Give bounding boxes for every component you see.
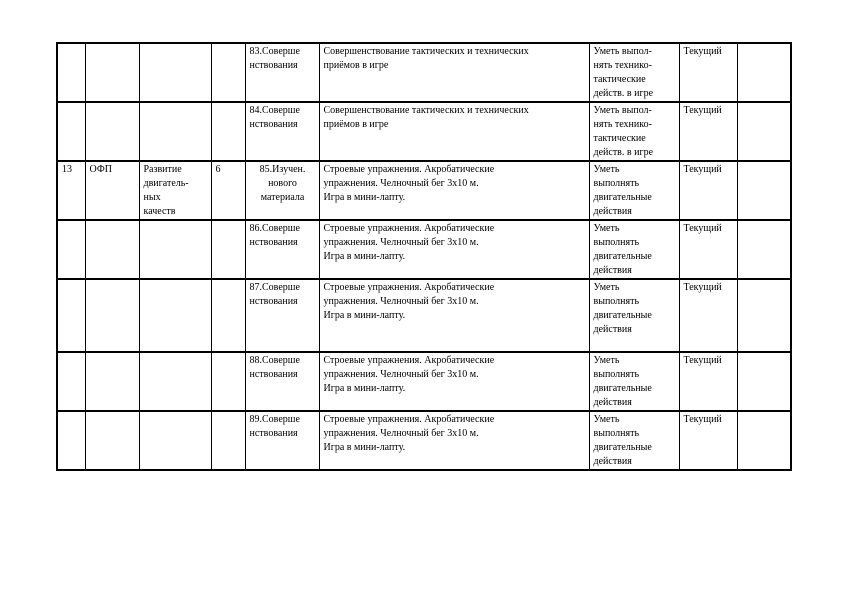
cell-lesson: 86.Соверше нствования bbox=[245, 220, 319, 279]
cell-content: Строевые упражнения. Акробатические упражнения. Челночный бег 3х10 м. Игра в мини-лапту. bbox=[319, 161, 589, 220]
cell-topic bbox=[139, 220, 211, 279]
cell-section bbox=[85, 279, 139, 352]
table-row bbox=[57, 352, 791, 411]
cell-lesson: 89.Соверше нствования bbox=[245, 411, 319, 470]
cell-hours bbox=[211, 279, 245, 352]
cell-section bbox=[85, 220, 139, 279]
cell-topic bbox=[139, 102, 211, 161]
cell-control-type: Текущий bbox=[679, 352, 737, 411]
cell-requirements: Уметь выполнять двигательные действия bbox=[589, 220, 679, 279]
cell-control-type: Текущий bbox=[679, 220, 737, 279]
cell-content: Строевые упражнения. Акробатические упражнения. Челночный бег 3х10 м. Игра в мини-лапту. bbox=[319, 411, 589, 470]
cell-content: Совершенствование тактических и технических приёмов в игре bbox=[319, 43, 589, 102]
cell-lesson: 88.Соверше нствования bbox=[245, 352, 319, 411]
table-row bbox=[57, 220, 791, 279]
cell-extra bbox=[737, 411, 791, 470]
cell-control-type: Текущий bbox=[679, 411, 737, 470]
table-row bbox=[57, 279, 791, 352]
cell-control-type: Текущий bbox=[679, 43, 737, 102]
cell-extra bbox=[737, 352, 791, 411]
cell-requirements: Уметь выполнять двигательные действия bbox=[589, 279, 679, 352]
cell-topic bbox=[139, 352, 211, 411]
table-row bbox=[57, 411, 791, 470]
cell-hours bbox=[211, 352, 245, 411]
cell-control-type: Текущий bbox=[679, 102, 737, 161]
cell-requirements: Уметь выполнять двигательные действия bbox=[589, 411, 679, 470]
cell-lesson: 83.Соверше нствования bbox=[245, 43, 319, 102]
cell-control-type: Текущий bbox=[679, 161, 737, 220]
table-row bbox=[57, 43, 791, 102]
cell-topic bbox=[139, 411, 211, 470]
cell-extra bbox=[737, 43, 791, 102]
cell-extra bbox=[737, 102, 791, 161]
cell-lesson: 85.Изучен. нового материала bbox=[245, 161, 319, 220]
cell-hours bbox=[211, 220, 245, 279]
cell-number bbox=[57, 102, 85, 161]
cell-control-type: Текущий bbox=[679, 279, 737, 352]
cell-hours bbox=[211, 43, 245, 102]
cell-number bbox=[57, 220, 85, 279]
cell-hours bbox=[211, 411, 245, 470]
cell-number bbox=[57, 279, 85, 352]
cell-section bbox=[85, 102, 139, 161]
cell-number bbox=[57, 352, 85, 411]
cell-extra bbox=[737, 220, 791, 279]
cell-requirements: Уметь выпол- нять технико- тактические действ. в игре bbox=[589, 43, 679, 102]
cell-number: 13 bbox=[57, 161, 85, 220]
cell-topic bbox=[139, 43, 211, 102]
table-row bbox=[57, 102, 791, 161]
lesson-plan-table bbox=[56, 42, 792, 471]
cell-lesson: 84.Соверше нствования bbox=[245, 102, 319, 161]
cell-extra bbox=[737, 161, 791, 220]
cell-requirements: Уметь выпол- нять технико- тактические действ. в игре bbox=[589, 102, 679, 161]
cell-requirements: Уметь выполнять двигательные действия bbox=[589, 352, 679, 411]
cell-topic bbox=[139, 279, 211, 352]
cell-content: Строевые упражнения. Акробатические упражнения. Челночный бег 3х10 м. Игра в мини-лапту. bbox=[319, 279, 589, 352]
cell-topic: Развитие двигатель- ных качеств bbox=[139, 161, 211, 220]
cell-hours: 6 bbox=[211, 161, 245, 220]
cell-section bbox=[85, 43, 139, 102]
cell-content: Строевые упражнения. Акробатические упражнения. Челночный бег 3х10 м. Игра в мини-лапту. bbox=[319, 220, 589, 279]
cell-extra bbox=[737, 279, 791, 352]
table-row bbox=[57, 161, 791, 220]
cell-section bbox=[85, 411, 139, 470]
cell-lesson: 87.Соверше нствования bbox=[245, 279, 319, 352]
cell-content: Строевые упражнения. Акробатические упражнения. Челночный бег 3х10 м. Игра в мини-лапту. bbox=[319, 352, 589, 411]
cell-content: Совершенствование тактических и технических приёмов в игре bbox=[319, 102, 589, 161]
cell-section: ОФП bbox=[85, 161, 139, 220]
cell-hours bbox=[211, 102, 245, 161]
cell-section bbox=[85, 352, 139, 411]
cell-number bbox=[57, 43, 85, 102]
cell-requirements: Уметь выполнять двигательные действия bbox=[589, 161, 679, 220]
cell-number bbox=[57, 411, 85, 470]
